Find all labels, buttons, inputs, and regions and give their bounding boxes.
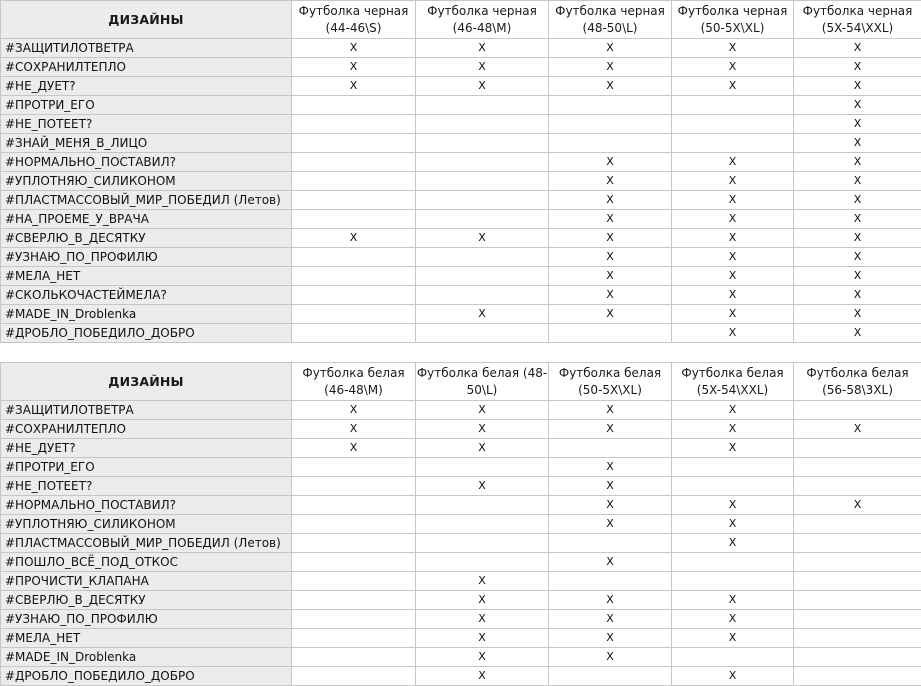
availability-cell[interactable]: X (794, 420, 921, 439)
availability-cell[interactable]: X (416, 572, 549, 591)
table-row (1, 515, 921, 534)
availability-cell[interactable]: X (416, 610, 549, 629)
availability-cell[interactable] (549, 439, 672, 458)
availability-cell[interactable] (672, 572, 794, 591)
availability-cell[interactable]: X (549, 610, 672, 629)
availability-cell[interactable]: X (672, 420, 794, 439)
availability-cell[interactable] (292, 648, 416, 667)
availability-cell[interactable] (672, 115, 794, 134)
table-row (1, 458, 921, 477)
availability-cell[interactable]: X (292, 401, 416, 420)
availability-cell[interactable] (416, 191, 549, 210)
design-name-cell[interactable]: #ДРОБЛО_ПОБЕДИЛО_ДОБРО (1, 667, 292, 686)
availability-cell[interactable]: X (794, 324, 921, 343)
availability-cell[interactable]: X (672, 210, 794, 229)
availability-cell[interactable]: X (292, 420, 416, 439)
white-tshirt-table (0, 362, 921, 686)
availability-cell[interactable] (416, 248, 549, 267)
availability-cell[interactable] (292, 305, 416, 324)
table-body (1, 401, 921, 686)
design-name-cell[interactable]: #ПОШЛО_ВСЁ_ПОД_ОТКОС (1, 553, 292, 572)
table-row (1, 553, 921, 572)
availability-cell[interactable]: X (672, 153, 794, 172)
availability-cell[interactable]: X (549, 77, 672, 96)
availability-cell[interactable]: X (672, 629, 794, 648)
availability-cell[interactable]: X (672, 248, 794, 267)
availability-cell[interactable]: X (672, 39, 794, 58)
table-row (1, 629, 921, 648)
availability-cell[interactable] (794, 401, 921, 420)
column-header-line: (46-48\M) (416, 20, 548, 37)
column-header-size-2[interactable] (416, 1, 549, 39)
availability-cell[interactable]: X (549, 58, 672, 77)
design-name-cell[interactable]: #ПРОТРИ_ЕГО (1, 458, 292, 477)
availability-cell[interactable] (672, 648, 794, 667)
header-row (1, 1, 921, 39)
availability-cell[interactable] (292, 115, 416, 134)
availability-cell[interactable]: X (672, 496, 794, 515)
availability-cell[interactable]: X (416, 229, 549, 248)
column-header-line: 50\L) (416, 382, 548, 399)
table-row (1, 496, 921, 515)
column-header-size-3[interactable] (549, 363, 672, 401)
availability-cell[interactable] (549, 115, 672, 134)
availability-cell[interactable]: X (549, 286, 672, 305)
availability-cell[interactable] (416, 210, 549, 229)
column-header-line: Футболка черная (549, 3, 671, 20)
availability-cell[interactable] (416, 553, 549, 572)
availability-cell[interactable] (549, 534, 672, 553)
availability-cell[interactable]: X (672, 191, 794, 210)
availability-cell[interactable] (416, 324, 549, 343)
availability-cell[interactable] (292, 591, 416, 610)
column-header-line: (50-5X\XL) (549, 382, 671, 399)
availability-cell[interactable]: X (794, 191, 921, 210)
table-row (1, 172, 921, 191)
design-name-cell[interactable]: #НЕ_ДУЕТ? (1, 439, 292, 458)
column-header-line: (46-48\M) (292, 382, 415, 399)
availability-cell[interactable] (794, 477, 921, 496)
availability-cell[interactable] (292, 96, 416, 115)
column-header-line: (44-46\S) (292, 20, 415, 37)
availability-cell[interactable]: X (416, 667, 549, 686)
column-header-line: (5X-54\XXL) (672, 382, 793, 399)
availability-cell[interactable]: X (416, 477, 549, 496)
availability-cell[interactable]: X (794, 496, 921, 515)
column-header-size-4[interactable] (672, 363, 794, 401)
availability-cell[interactable] (292, 324, 416, 343)
column-header-size-5[interactable] (794, 1, 921, 39)
design-name-cell[interactable]: #MADE_IN_Droblenka (1, 305, 292, 324)
column-header-size-3[interactable] (549, 1, 672, 39)
design-name-cell[interactable]: #НОРМАЛЬНО_ПОСТАВИЛ? (1, 153, 292, 172)
availability-cell[interactable]: X (672, 77, 794, 96)
column-header-line: Футболка белая (672, 365, 793, 382)
availability-cell[interactable] (292, 572, 416, 591)
spacer-row (0, 344, 921, 362)
table-row (1, 153, 921, 172)
design-name-cell[interactable]: #НЕ_ПОТЕЕТ? (1, 115, 292, 134)
availability-cell[interactable]: X (549, 629, 672, 648)
availability-cell[interactable]: X (549, 248, 672, 267)
design-name-cell[interactable]: #ДРОБЛО_ПОБЕДИЛО_ДОБРО (1, 324, 292, 343)
availability-cell[interactable]: X (672, 667, 794, 686)
availability-cell[interactable]: X (672, 267, 794, 286)
availability-cell[interactable]: X (794, 77, 921, 96)
availability-cell[interactable] (292, 629, 416, 648)
column-header-line: Футболка черная (416, 3, 548, 20)
availability-cell[interactable] (549, 572, 672, 591)
availability-cell[interactable] (292, 153, 416, 172)
availability-cell[interactable] (672, 458, 794, 477)
availability-cell[interactable]: X (292, 77, 416, 96)
column-header-line: Футболка черная (794, 3, 921, 20)
availability-cell[interactable]: X (672, 610, 794, 629)
availability-cell[interactable]: X (416, 39, 549, 58)
availability-cell[interactable]: X (794, 248, 921, 267)
availability-cell[interactable] (549, 96, 672, 115)
availability-cell[interactable] (292, 534, 416, 553)
design-name-cell[interactable]: #ЗНАЙ_МЕНЯ_В_ЛИЦО (1, 134, 292, 153)
availability-cell[interactable] (549, 134, 672, 153)
availability-cell[interactable] (794, 591, 921, 610)
availability-cell[interactable]: X (292, 439, 416, 458)
availability-cell[interactable] (416, 534, 549, 553)
table-row (1, 286, 921, 305)
availability-cell[interactable] (292, 248, 416, 267)
availability-cell[interactable]: X (794, 153, 921, 172)
availability-cell[interactable] (672, 553, 794, 572)
availability-cell[interactable]: X (549, 267, 672, 286)
availability-cell[interactable] (416, 267, 549, 286)
availability-cell[interactable]: X (549, 39, 672, 58)
design-name-cell[interactable]: #ПЛАСТМАССОВЫЙ_МИР_ПОБЕДИЛ (Летов) (1, 534, 292, 553)
design-name-cell[interactable]: #СВЕРЛЮ_В_ДЕСЯТКУ (1, 591, 292, 610)
availability-cell[interactable] (672, 96, 794, 115)
column-header-line: (5X-54\XXL) (794, 20, 921, 37)
availability-cell[interactable] (794, 458, 921, 477)
table-row (1, 58, 921, 77)
availability-cell[interactable] (292, 553, 416, 572)
availability-cell[interactable] (416, 153, 549, 172)
column-header-line: Футболка белая (549, 365, 671, 382)
availability-cell[interactable] (416, 115, 549, 134)
availability-cell[interactable]: X (672, 439, 794, 458)
availability-cell[interactable]: X (549, 420, 672, 439)
availability-cell[interactable]: X (672, 305, 794, 324)
design-name-cell[interactable]: #СОХРАНИЛТЕПЛО (1, 420, 292, 439)
table-row (1, 648, 921, 667)
design-name-cell[interactable]: #НА_ПРОЕМЕ_У_ВРАЧА (1, 210, 292, 229)
design-name-cell[interactable]: #НЕ_ДУЕТ? (1, 77, 292, 96)
design-name-cell[interactable]: #НОРМАЛЬНО_ПОСТАВИЛ? (1, 496, 292, 515)
design-name-cell[interactable]: #МЕЛА_НЕТ (1, 629, 292, 648)
availability-cell[interactable] (292, 610, 416, 629)
designs-header[interactable]: ДИЗАЙНЫ (1, 1, 292, 39)
header-row (1, 363, 921, 401)
availability-cell[interactable]: X (794, 305, 921, 324)
availability-cell[interactable] (292, 267, 416, 286)
availability-cell[interactable] (292, 515, 416, 534)
availability-cell[interactable]: X (292, 39, 416, 58)
availability-cell[interactable]: X (549, 496, 672, 515)
availability-cell[interactable] (794, 648, 921, 667)
column-header-line: (56-58\3XL) (794, 382, 921, 399)
availability-cell[interactable]: X (672, 591, 794, 610)
table-row (1, 305, 921, 324)
table-row (1, 534, 921, 553)
table-row (1, 77, 921, 96)
availability-cell[interactable]: X (416, 58, 549, 77)
availability-cell[interactable] (292, 286, 416, 305)
table-row (1, 134, 921, 153)
table-row (1, 115, 921, 134)
design-name-cell[interactable]: #СВЕРЛЮ_В_ДЕСЯТКУ (1, 229, 292, 248)
availability-cell[interactable]: X (672, 324, 794, 343)
designs-header[interactable]: ДИЗАЙНЫ (1, 363, 292, 401)
design-name-cell[interactable]: #УПЛОТНЯЮ_СИЛИКОНОМ (1, 172, 292, 191)
availability-cell[interactable] (292, 477, 416, 496)
column-header-size-5[interactable] (794, 363, 921, 401)
availability-cell[interactable]: X (549, 191, 672, 210)
availability-cell[interactable] (794, 572, 921, 591)
availability-cell[interactable] (416, 134, 549, 153)
availability-cell[interactable]: X (416, 305, 549, 324)
column-header-size-1[interactable] (292, 363, 416, 401)
availability-cell[interactable]: X (794, 39, 921, 58)
availability-cell[interactable]: X (416, 401, 549, 420)
availability-cell[interactable] (416, 458, 549, 477)
availability-cell[interactable]: X (549, 305, 672, 324)
table-row (1, 572, 921, 591)
column-header-line: Футболка белая (292, 365, 415, 382)
availability-cell[interactable]: X (549, 477, 672, 496)
design-name-cell[interactable]: #MADE_IN_Droblenka (1, 648, 292, 667)
availability-cell[interactable]: X (549, 591, 672, 610)
table-row (1, 210, 921, 229)
column-header-size-4[interactable] (672, 1, 794, 39)
design-name-cell[interactable]: #ПРОТРИ_ЕГО (1, 96, 292, 115)
table-row (1, 96, 921, 115)
table-row (1, 229, 921, 248)
design-name-cell[interactable]: #ЗАЩИТИЛОТВЕТРА (1, 39, 292, 58)
table-row (1, 591, 921, 610)
availability-cell[interactable]: X (416, 591, 549, 610)
availability-cell[interactable]: X (672, 229, 794, 248)
availability-cell[interactable]: X (549, 553, 672, 572)
availability-cell[interactable]: X (549, 172, 672, 191)
table-row (1, 610, 921, 629)
column-header-line: (50-5X\XL) (672, 20, 793, 37)
availability-cell[interactable] (292, 458, 416, 477)
availability-cell[interactable]: X (416, 77, 549, 96)
availability-cell[interactable]: X (672, 401, 794, 420)
availability-cell[interactable] (794, 439, 921, 458)
availability-cell[interactable] (292, 496, 416, 515)
availability-cell[interactable]: X (794, 286, 921, 305)
availability-cell[interactable]: X (672, 515, 794, 534)
availability-cell[interactable] (794, 629, 921, 648)
availability-cell[interactable]: X (672, 286, 794, 305)
availability-cell[interactable]: X (549, 515, 672, 534)
availability-cell[interactable] (549, 324, 672, 343)
availability-cell[interactable]: X (794, 96, 921, 115)
column-header-line: Футболка черная (292, 3, 415, 20)
design-name-cell[interactable]: #СОХРАНИЛТЕПЛО (1, 58, 292, 77)
availability-cell[interactable]: X (794, 210, 921, 229)
design-name-cell[interactable]: #УЗНАЮ_ПО_ПРОФИЛЮ (1, 610, 292, 629)
table-row (1, 420, 921, 439)
availability-cell[interactable] (672, 477, 794, 496)
availability-cell[interactable]: X (794, 172, 921, 191)
design-name-cell[interactable]: #МЕЛА_НЕТ (1, 267, 292, 286)
availability-cell[interactable]: X (672, 58, 794, 77)
availability-cell[interactable]: X (549, 153, 672, 172)
design-name-cell[interactable]: #УЗНАЮ_ПО_ПРОФИЛЮ (1, 248, 292, 267)
availability-cell[interactable] (672, 134, 794, 153)
table-row (1, 191, 921, 210)
availability-cell[interactable]: X (672, 172, 794, 191)
availability-cell[interactable]: X (549, 210, 672, 229)
availability-cell[interactable]: X (416, 648, 549, 667)
availability-cell[interactable]: X (672, 534, 794, 553)
availability-cell[interactable] (416, 515, 549, 534)
column-header-size-2[interactable] (416, 363, 549, 401)
availability-cell[interactable]: X (292, 58, 416, 77)
design-name-cell[interactable]: #ПРОЧИСТИ_КЛАПАНА (1, 572, 292, 591)
column-header-line: Футболка белая (794, 365, 921, 382)
design-name-cell[interactable]: #ПЛАСТМАССОВЫЙ_МИР_ПОБЕДИЛ (Летов) (1, 191, 292, 210)
availability-cell[interactable]: X (416, 420, 549, 439)
availability-cell[interactable] (794, 515, 921, 534)
availability-cell[interactable]: X (549, 401, 672, 420)
table-row (1, 477, 921, 496)
availability-cell[interactable] (292, 172, 416, 191)
table-row (1, 267, 921, 286)
availability-cell[interactable] (416, 172, 549, 191)
table-row (1, 401, 921, 420)
availability-cell[interactable] (794, 534, 921, 553)
column-header-line: (48-50\L) (549, 20, 671, 37)
availability-cell[interactable]: X (794, 134, 921, 153)
availability-cell[interactable]: X (794, 58, 921, 77)
availability-cell[interactable] (416, 496, 549, 515)
table-row (1, 439, 921, 458)
availability-cell[interactable]: X (416, 629, 549, 648)
availability-cell[interactable] (416, 286, 549, 305)
design-name-cell[interactable]: #НЕ_ПОТЕЕТ? (1, 477, 292, 496)
column-header-size-1[interactable] (292, 1, 416, 39)
table-row (1, 248, 921, 267)
availability-cell[interactable] (292, 210, 416, 229)
availability-cell[interactable]: X (292, 229, 416, 248)
design-name-cell[interactable]: #ЗАЩИТИЛОТВЕТРА (1, 401, 292, 420)
availability-cell[interactable] (292, 191, 416, 210)
column-header-line: Футболка белая (48- (416, 365, 548, 382)
availability-cell[interactable]: X (549, 229, 672, 248)
table-body (1, 39, 921, 343)
table-row (1, 324, 921, 343)
availability-cell[interactable] (292, 134, 416, 153)
availability-cell[interactable]: X (549, 458, 672, 477)
column-header-line: Футболка черная (672, 3, 793, 20)
design-name-cell[interactable]: #СКОЛЬКОЧАСТЕЙМЕЛА? (1, 286, 292, 305)
table-row (1, 39, 921, 58)
design-name-cell[interactable]: #УПЛОТНЯЮ_СИЛИКОНОМ (1, 515, 292, 534)
availability-cell[interactable] (416, 96, 549, 115)
availability-cell[interactable] (794, 553, 921, 572)
availability-cell[interactable]: X (549, 648, 672, 667)
availability-cell[interactable] (794, 610, 921, 629)
availability-cell[interactable]: X (794, 267, 921, 286)
availability-cell[interactable]: X (794, 229, 921, 248)
availability-cell[interactable]: X (416, 439, 549, 458)
availability-cell[interactable]: X (794, 115, 921, 134)
